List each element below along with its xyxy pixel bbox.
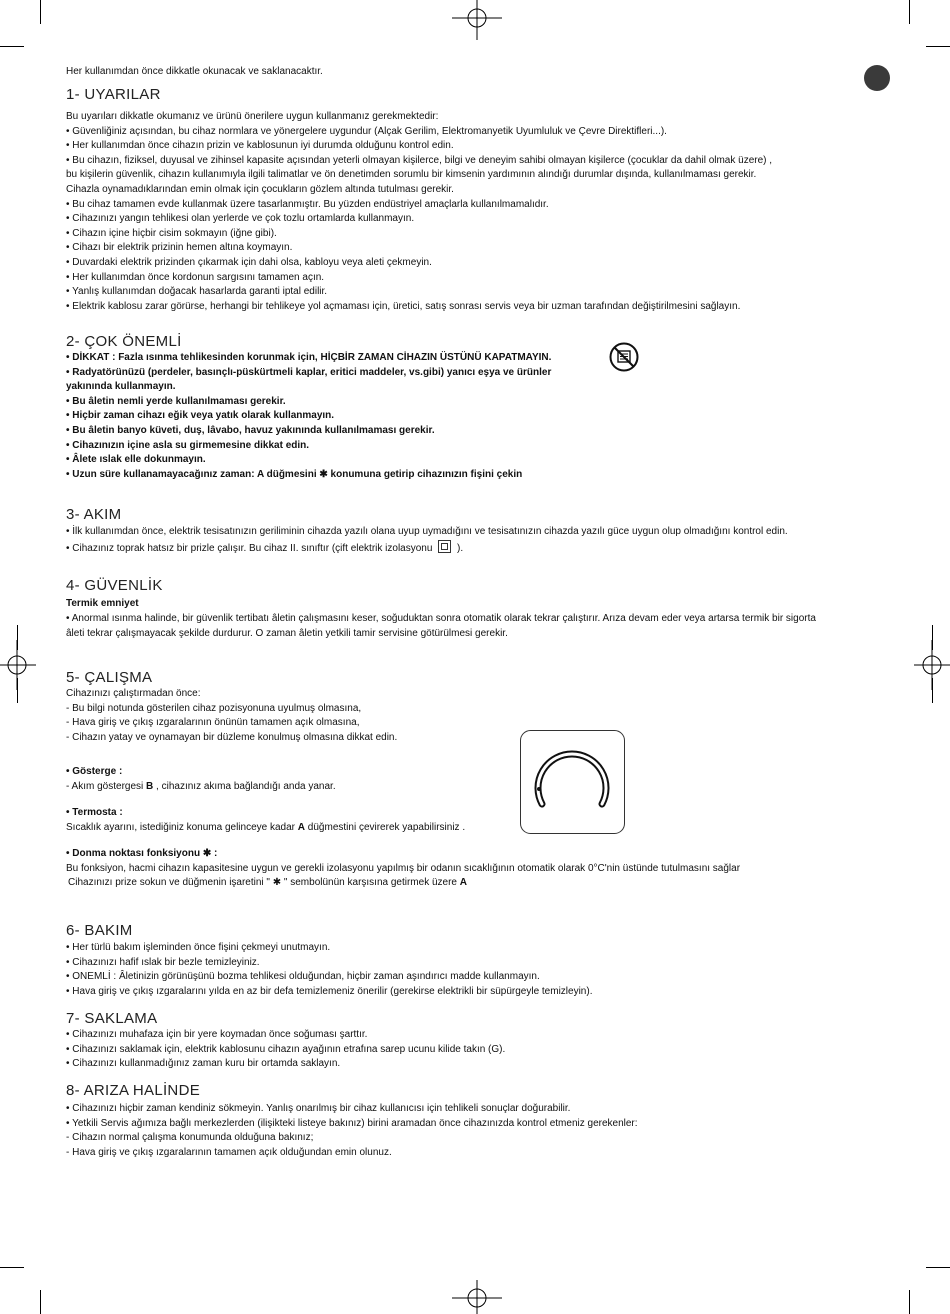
crop-mark <box>909 1290 910 1314</box>
text-line: • Bu cihaz tamamen evde kullanmak üzere tasarlanmıştır. Bu yüzden endüstriyel amaçlarla kullanılmamalıdır. <box>66 198 549 210</box>
class-ii-double-insulation-icon <box>438 540 451 553</box>
text-line: • Cihazınızı saklamak için, elektrik kablosunu cihazın ayağının etrafına sarep ucunu kilide takın (G). <box>66 1043 506 1055</box>
text-line: • İlk kullanımdan önce, elektrik tesisatınızın geriliminin cihazda yazılı olana uyup uymadığını ve tesisatınızın cihazda yazılı güce uygun olup olmadığını kontrol edin. <box>66 526 788 537</box>
text-line: âleti tekrar çalışmayacak şekilde durdurur. O zaman âletin yetkili tamir servisine götürülmesi gerekir. <box>66 627 508 639</box>
text-line: Sıcaklık ayarını, istediğiniz konuma gelinceye kadar A düğmestini çevirerek yapabilirsiniz . <box>66 821 466 833</box>
section-1-body <box>66 110 886 314</box>
text-line: - Akım göstergesi B , cihazınız akıma bağlandığı anda yanar. <box>66 780 336 792</box>
text-line: • Elektrik kablosu zarar görürse, herhangi bir tehlikeye yol açmaması için, üretici, satış sonrası servis veya bir uzman tarafından değiştirilmesini sağlayın. <box>66 300 741 312</box>
crop-mark <box>0 46 24 47</box>
registration-mark-left <box>0 640 36 690</box>
text-line: Bu uyarıları dikkatle okumanız ve ürünü önerilere uygun kullanmanız gerekmektedir: <box>66 111 439 122</box>
text-line: • ONEMLİ : Âletinizin görünüşünü bozma tehlikesi olduğundan, hiçbir zaman aşındırıcı madde kullanmayın. <box>66 971 540 983</box>
registration-mark-top <box>452 0 502 40</box>
section-1-title: 1- UYARILAR <box>66 86 161 103</box>
registration-mark-right <box>914 640 950 690</box>
text-line: • Yetkili Servis ağımıza bağlı merkezlerden (ilişikteki listeye bakınız) birini aramadan önce cihazınızda kontrol etmeniz gerekenler: <box>66 1117 638 1129</box>
section-2-title: 2- ÇOK ÖNEMLİ <box>66 333 182 350</box>
section-6-title: 6- BAKIM <box>66 922 133 939</box>
text-line: Cihazınızı prize sokun ve düğmenin işaretini " ✱ " sembolünün karşısına getirmek üzere A <box>68 877 468 889</box>
section-3-title: 3- AKIM <box>66 506 122 523</box>
text-line: Cihazınızı çalıştırmadan önce: <box>66 688 201 699</box>
thermostat-title: • Termosta : <box>66 807 123 818</box>
text-line: • Her kullanımdan önce kordonun sargısını tamamen açın. <box>66 271 325 283</box>
text-line: - Cihazın normal çalışma konumunda olduğuna bakınız; <box>66 1132 314 1144</box>
crop-mark <box>909 0 910 24</box>
text-line: • Yanlış kullanımdan doğacak hasarlarda garanti iptal edilir. <box>66 286 328 298</box>
text-line: • Bu âletin nemli yerde kullanılmaması gerekir. <box>66 395 286 407</box>
crop-mark <box>926 46 950 47</box>
crop-mark <box>0 1267 24 1268</box>
text-line: Cihazla oynamadıklarından emin olmak için çocukların gözlem altında tutulması gerekir. <box>66 183 454 195</box>
text-line: bu kişilerin güvenlik, cihazın kullanımıyla ilgili talimatlar ve ön denetimden sorumlu bir kimsenin yardımının alındığı durumlar dışında, kullanılmaması gerekir. <box>66 169 757 181</box>
text-line: - Hava giriş ve çıkış ızgaralarının tamamen açık olduğundan emin olunuz. <box>66 1146 392 1158</box>
text-line: - Hava giriş ve çıkış ızgaralarının önünün tamamen açık olmasına, <box>66 717 360 729</box>
registration-mark-bottom <box>452 1280 502 1314</box>
text-line: • Bu âletin banyo küveti, duş, lâvabo, havuz yakınında kullanılmaması gerekir. <box>66 424 435 436</box>
frost-section <box>66 847 886 891</box>
section-8-title: 8- ARIZA HALİNDE <box>66 1082 201 1099</box>
section-4-subtitle: Termik emniyet <box>66 598 139 609</box>
text-line: • Cihazınızı hafif ıslak bir bezle temizleyiniz. <box>66 956 260 968</box>
section-4-title: 4- GÜVENLİK <box>66 577 163 594</box>
text-line: • Hava giriş ve çıkış ızgaralarını yılda en az bir defa temizlemeniz önerilir (gerekirse elektrikli bir süpürgeyle temizleyin). <box>66 985 593 997</box>
section-5-title: 5- ÇALIŞMA <box>66 669 153 686</box>
text-line: • Cihazınız toprak hatsız bir prizle çalışır. Bu cihaz II. sınıftır (çift elektrik izolasyonu ). <box>66 540 886 557</box>
text-line: Bu fonksiyon, hacmi cihazın kapasitesine uygun ve gerekli izolasyonu yapılmış bir odanın sıcaklığının otomatik olarak 0°C'nin üstünde tutulmasını sağlar <box>66 862 741 874</box>
section-4-body <box>66 612 886 641</box>
text-line: • Her türlü bakım işleminden önce fişini çekmeyi unutmayın. <box>66 942 331 953</box>
text-line: • Her kullanımdan önce cihazın prizin ve kablosunun iyi durumda olduğunu kontrol edin. <box>66 140 454 152</box>
text-line: • Cihazınızı muhafaza için bir yere koymadan önce soğuması şarttır. <box>66 1029 368 1040</box>
intro-text: Her kullanımdan önce dikkatle okunacak ve saklanacaktır. <box>66 66 323 77</box>
text-line: • Cihazınızın içine asla su girmemesine dikkat edin. <box>66 439 310 451</box>
indicator-section <box>66 765 886 794</box>
crop-mark <box>40 0 41 24</box>
text-line: • Güvenliğiniz açısından, bu cihaz normlara ve yönergelere uygundur (Alçak Gerilim, Elektromanyetik Uyumluluk ve Çevre Direktifleri...). <box>66 125 667 137</box>
text-line: • Duvardaki elektrik prizinden çıkarmak için dahi olsa, kabloyu veya aleti çekmeyin. <box>66 256 432 268</box>
section-8-body <box>66 1102 886 1160</box>
section-5-body <box>66 687 886 745</box>
text-line: • Cihazı bir elektrik prizinin hemen altına koymayın. <box>66 242 293 254</box>
text-line: • Bu cihazın, fiziksel, duyusal ve zihinsel kapasite açısından yeterli olmayan kişilerce, bilgi ve deneyim sahibi olmayan kişilerce (çocuklar da dahil olmak üzere) , <box>66 154 773 166</box>
section-7-body <box>66 1028 886 1072</box>
text-line: • Cihazınızı hiçbir zaman kendiniz sökmeyin. Yanlış onarılmış bir cihaz kullanıcısı için tehlikeli sonuçlar doğurabilir. <box>66 1103 571 1114</box>
indicator-title: • Gösterge : <box>66 766 123 777</box>
text-line: - Bu bilgi notunda gösterilen cihaz pozisyonuna uyulmuş olmasına, <box>66 702 362 714</box>
text-line: • Uzun süre kullanamayacağınız zaman: A düğmesini ✱ konumuna getirip cihazınızın fişini çekin <box>66 468 523 480</box>
crop-mark <box>40 1290 41 1314</box>
text-line: • Cihazınızı kullanmadığınız zaman kuru bir ortamda saklayın. <box>66 1058 341 1070</box>
frost-title: • Donma noktası fonksiyonu ✱ : <box>66 848 218 859</box>
text-line: • Cihazın içine hiçbir cisim sokmayın (iğne gibi). <box>66 227 277 239</box>
text-line: - Cihazın yatay ve oynamayan bir düzleme konulmuş olmasına dikkat edin. <box>66 731 398 743</box>
text-line: • Cihazınızı yangın tehlikesi olan yerlerde ve çok tozlu ortamlarda kullanmayın. <box>66 213 415 225</box>
text-line: • Anormal ısınma halinde, bir güvenlik tertibatı âletin çalışmasını keser, soğuduktan sonra otomatik olarak tekrar çalıştırır. Arıza devam eder veya artarsa termik bir sigorta <box>66 613 816 624</box>
text-line: • Radyatörünüzü (perdeler, basınçlı-püskürtmeli kaplar, eritici maddeler, vs.gibi) yanıcı eşya ve ürünler <box>66 366 552 378</box>
language-tab-marker <box>864 65 890 91</box>
text-line: • DİKKAT : Fazla ısınma tehlikesinden korunmak için, HİÇBİR ZAMAN CİHAZIN ÜSTÜNÜ KAPATMAYIN. <box>66 352 552 363</box>
thermostat-section <box>66 806 886 835</box>
text-line: yakınında kullanmayın. <box>66 381 176 393</box>
section-7-title: 7- SAKLAMA <box>66 1010 158 1027</box>
crop-mark <box>926 1267 950 1268</box>
text-line: • Hiçbir zaman cihazı eğik veya yatık olarak kullanmayın. <box>66 410 335 422</box>
section-6-body <box>66 941 886 999</box>
section-2-body <box>66 351 886 482</box>
thermostat-dial-illustration <box>520 730 625 834</box>
text-line: • Âlete ıslak elle dokunmayın. <box>66 454 206 466</box>
section-3-body <box>66 525 886 556</box>
